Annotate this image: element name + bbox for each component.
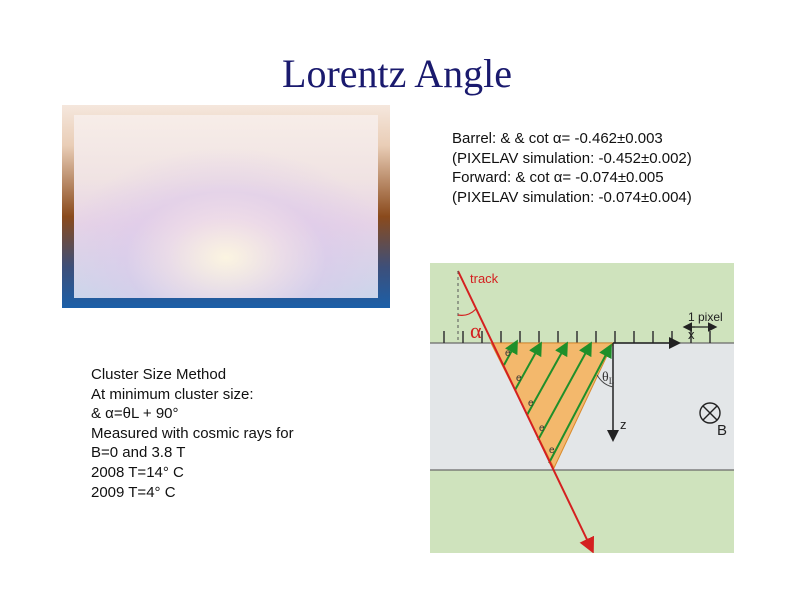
cosmic-rays-line: Measured with cosmic rays for	[91, 424, 294, 442]
forward-result-line: Forward: & cot α= -0.074±0.005	[452, 169, 664, 187]
lorentz-drift-diagram	[430, 263, 734, 553]
svg-text:e: e	[505, 348, 511, 359]
x-axis-label: x	[688, 327, 695, 342]
svg-text:e: e	[528, 398, 534, 409]
temperature-2009-line: 2009 T=4° C	[91, 483, 176, 501]
theta-label: $\theta_L$	[602, 370, 615, 386]
track-label: track	[470, 271, 499, 286]
angle-relation-line: & α=θL + 90°	[91, 405, 179, 423]
forward-simulation-line: (PIXELAV simulation: -0.074±0.004)	[452, 188, 692, 206]
b-field-label: B	[717, 422, 728, 439]
minimum-cluster-line: At minimum cluster size:	[91, 385, 254, 403]
method-heading-line: Cluster Size Method	[91, 366, 227, 383]
pixel-scale-label: 1 pixel	[688, 310, 723, 324]
barrel-forward-results	[452, 129, 782, 207]
svg-text:e: e	[516, 373, 522, 384]
barrel-simulation-line: (PIXELAV simulation: -0.452±0.002)	[452, 149, 692, 167]
alpha-label: α	[470, 318, 482, 343]
cluster-size-plot-area	[74, 115, 378, 298]
field-values-line: B=0 and 3.8 T	[91, 444, 186, 462]
barrel-result-line: Barrel: & & cot α= -0.462±0.003	[452, 130, 663, 147]
svg-text:e: e	[549, 445, 555, 456]
svg-text:e: e	[539, 423, 545, 434]
cluster-size-method-text	[91, 365, 391, 502]
z-axis-label: z	[620, 417, 627, 432]
temperature-2008-line: 2008 T=14° C	[91, 463, 184, 481]
cluster-size-plot-image	[62, 105, 390, 308]
slide-title: Lorentz Angle	[282, 51, 512, 96]
